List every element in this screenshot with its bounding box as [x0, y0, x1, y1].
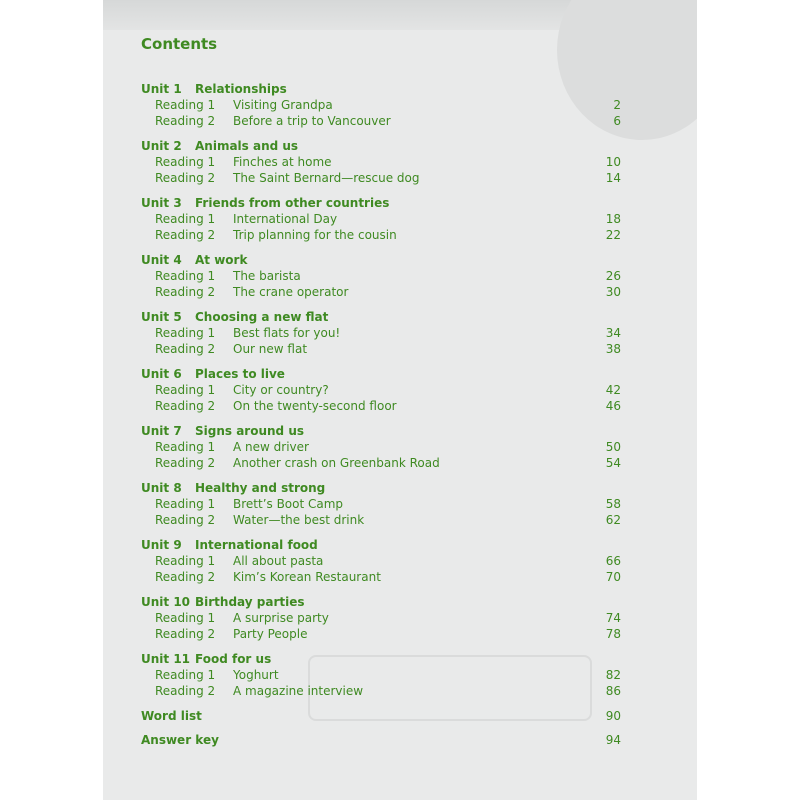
unit-title: Birthday parties	[195, 595, 305, 609]
page-number: 2	[613, 98, 621, 112]
reading-label: Reading 2	[155, 627, 216, 641]
reading-title: The crane operator	[233, 285, 349, 299]
reading-title: A surprise party	[233, 611, 329, 625]
unit-title: Healthy and strong	[195, 481, 326, 495]
unit-entry	[141, 594, 621, 642]
reading-row	[141, 227, 621, 243]
page-number: 26	[605, 269, 621, 283]
reading-label: Reading 2	[155, 684, 216, 698]
unit-number: Unit 8	[141, 481, 182, 495]
reading-title: Before a trip to Vancouver	[233, 114, 391, 128]
reading-label: Reading 1	[155, 383, 216, 397]
page-number: 50	[605, 440, 621, 454]
reading-label: Reading 2	[155, 285, 216, 299]
page-number: 34	[605, 326, 621, 340]
reading-label: Reading 2	[155, 570, 216, 584]
reading-title: Yoghurt	[233, 668, 279, 682]
page-number: 90	[605, 709, 621, 723]
reading-label: Reading 1	[155, 668, 216, 682]
reading-title: Our new flat	[233, 342, 308, 356]
reading-row	[141, 154, 621, 170]
reading-row	[141, 512, 621, 528]
extra-entry	[141, 708, 621, 724]
unit-title: At work	[195, 253, 248, 267]
page-number: 58	[605, 497, 621, 511]
reading-label: Reading 2	[155, 342, 216, 356]
unit-number: Unit 9	[141, 538, 182, 552]
unit-entry	[141, 138, 621, 186]
reading-row	[141, 496, 621, 512]
page-number: 94	[605, 733, 621, 747]
reading-label: Reading 1	[155, 212, 216, 226]
reading-title: Another crash on Greenbank Road	[233, 456, 440, 470]
reading-row	[141, 211, 621, 227]
unit-number: Unit 10	[141, 595, 191, 609]
reading-row	[141, 569, 621, 585]
reading-title: Trip planning for the cousin	[233, 228, 397, 242]
unit-entry	[141, 81, 621, 129]
reading-row	[141, 113, 621, 129]
contents-list	[141, 33, 621, 756]
page-title: Contents	[141, 35, 218, 53]
reading-label: Reading 1	[155, 269, 216, 283]
reading-title: Finches at home	[233, 155, 332, 169]
reading-row	[141, 439, 621, 455]
unit-heading	[141, 195, 621, 211]
unit-heading	[141, 366, 621, 382]
unit-number: Unit 5	[141, 310, 182, 324]
unit-entry	[141, 480, 621, 528]
page-number: 42	[605, 383, 621, 397]
reading-row	[141, 341, 621, 357]
unit-heading	[141, 252, 621, 268]
unit-heading	[141, 651, 621, 667]
unit-entry	[141, 423, 621, 471]
reading-row	[141, 284, 621, 300]
extras-list	[141, 708, 621, 748]
extra-title: Word list	[141, 709, 202, 723]
reading-row	[141, 268, 621, 284]
unit-number: Unit 2	[141, 139, 182, 153]
page-number: 14	[605, 171, 621, 185]
contents-page	[103, 0, 697, 800]
page-number: 66	[605, 554, 621, 568]
extra-entry	[141, 732, 621, 748]
unit-number: Unit 11	[141, 652, 191, 666]
page-number: 70	[605, 570, 621, 584]
reading-title: International Day	[233, 212, 338, 226]
page-number: 78	[605, 627, 621, 641]
unit-number: Unit 4	[141, 253, 182, 267]
unit-entry	[141, 537, 621, 585]
reading-label: Reading 1	[155, 155, 216, 169]
unit-number: Unit 6	[141, 367, 182, 381]
reading-row	[141, 455, 621, 471]
reading-row	[141, 325, 621, 341]
unit-number: Unit 3	[141, 196, 182, 210]
extra-title: Answer key	[141, 733, 219, 747]
unit-heading	[141, 480, 621, 496]
page-number: 22	[605, 228, 621, 242]
unit-heading	[141, 537, 621, 553]
reading-title: City or country?	[233, 383, 329, 397]
reading-row	[141, 97, 621, 113]
reading-title: Water—the best drink	[233, 513, 365, 527]
unit-entry	[141, 309, 621, 357]
reading-label: Reading 1	[155, 554, 216, 568]
reading-label: Reading 1	[155, 497, 216, 511]
unit-number: Unit 1	[141, 82, 182, 96]
unit-title: Choosing a new flat	[195, 310, 329, 324]
reading-title: The Saint Bernard—rescue dog	[233, 171, 420, 185]
page-number: 62	[605, 513, 621, 527]
reading-label: Reading 1	[155, 326, 216, 340]
reading-title: The barista	[233, 269, 301, 283]
reading-label: Reading 1	[155, 611, 216, 625]
reading-row	[141, 382, 621, 398]
reading-label: Reading 2	[155, 513, 216, 527]
unit-entry	[141, 252, 621, 300]
reading-title: On the twenty-second floor	[233, 399, 397, 413]
page-number: 18	[605, 212, 621, 226]
reading-row	[141, 667, 621, 683]
unit-heading	[141, 423, 621, 439]
reading-row	[141, 683, 621, 699]
unit-title: Relationships	[195, 82, 287, 96]
unit-heading	[141, 138, 621, 154]
reading-title: Best flats for you!	[233, 326, 341, 340]
page-number: 86	[605, 684, 621, 698]
unit-title: International food	[195, 538, 318, 552]
unit-title: Friends from other countries	[195, 196, 390, 210]
page-number: 82	[605, 668, 621, 682]
reading-label: Reading 2	[155, 399, 216, 413]
page-number: 6	[613, 114, 621, 128]
reading-row	[141, 398, 621, 414]
page-number: 46	[605, 399, 621, 413]
page-number: 74	[605, 611, 621, 625]
reading-row	[141, 610, 621, 626]
reading-row	[141, 170, 621, 186]
unit-heading	[141, 594, 621, 610]
reading-label: Reading 2	[155, 114, 216, 128]
reading-title: Visiting Grandpa	[233, 98, 333, 112]
unit-title: Places to live	[195, 367, 285, 381]
reading-row	[141, 626, 621, 642]
reading-label: Reading 1	[155, 98, 216, 112]
unit-heading	[141, 309, 621, 325]
page-number: 10	[605, 155, 621, 169]
unit-title: Animals and us	[195, 139, 299, 153]
unit-entry	[141, 195, 621, 243]
reading-label: Reading 2	[155, 171, 216, 185]
page-number: 38	[605, 342, 621, 356]
reading-title: Kim’s Korean Restaurant	[233, 570, 381, 584]
unit-heading	[141, 81, 621, 97]
reading-label: Reading 2	[155, 456, 216, 470]
unit-title: Signs around us	[195, 424, 305, 438]
unit-entry	[141, 651, 621, 699]
unit-list	[141, 81, 621, 699]
page-number: 30	[605, 285, 621, 299]
page-number: 54	[605, 456, 621, 470]
reading-title: Party People	[233, 627, 308, 641]
unit-number: Unit 7	[141, 424, 182, 438]
reading-title: Brett’s Boot Camp	[233, 497, 344, 511]
reading-row	[141, 553, 621, 569]
reading-label: Reading 1	[155, 440, 216, 454]
reading-title: A new driver	[233, 440, 309, 454]
unit-title: Food for us	[195, 652, 272, 666]
reading-title: A magazine interview	[233, 684, 364, 698]
reading-title: All about pasta	[233, 554, 324, 568]
unit-entry	[141, 366, 621, 414]
reading-label: Reading 2	[155, 228, 216, 242]
